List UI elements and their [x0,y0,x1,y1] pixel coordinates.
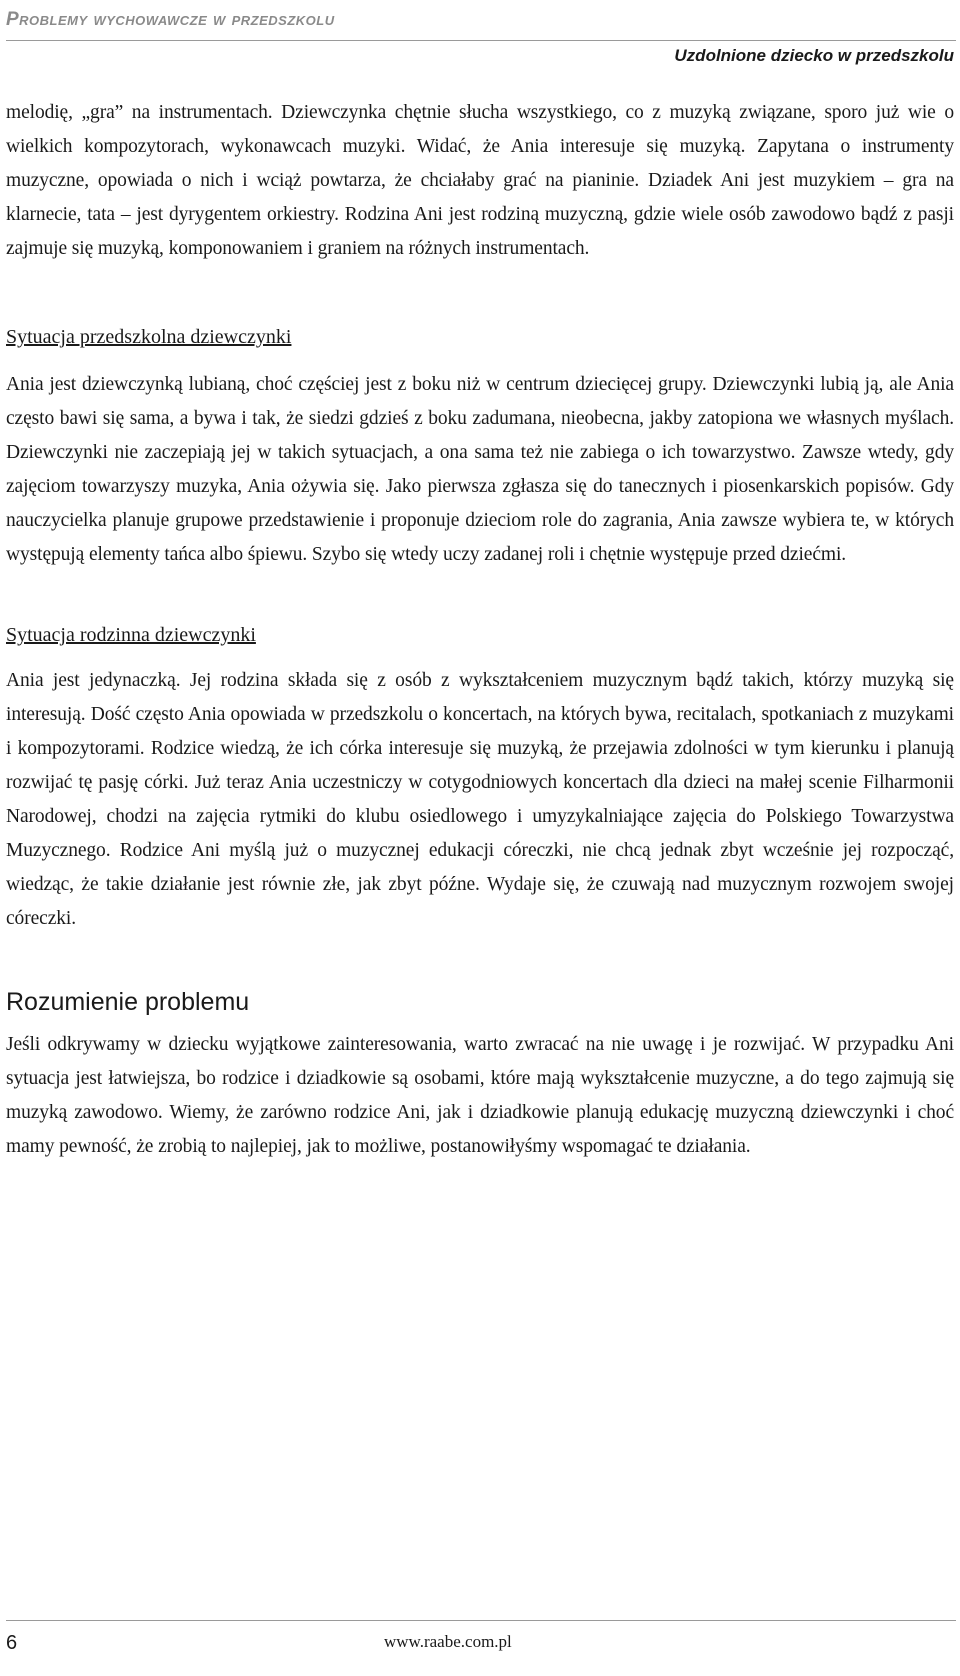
footer-url: www.raabe.com.pl [384,1632,512,1651]
section-heading-preschool: Sytuacja przedszkolna dziewczynki [6,326,292,348]
section-paragraph-family: Ania jest jedynaczką. Jej rodzina składa się z osób z wykształceniem muzycznym bądź takich, którzy muzyką się interesują. Dość często Ania opowiada w przedszkolu o koncertach, na których bywa, recitalach, spotkaniach z muzykami i kompozytorami. Rodzice wiedzą, że ich córka interesuje się muzyką, że przejawia zdolności w tym kierunku i planują rozwijać tę pasję córki. Już teraz Ania uczestniczy w cotygodniowych koncertach dla dzieci na małej scenie Filharmonii Narodowej, chodzi na zajęcia rytmiki do klubu osiedlowego i umyzykalniające zajęcia do Polskiego Towarzystwa Muzycznego. Rodzice Ani myślą już o muzycznej edukacji córeczki, nie chcą jednak zbyt wcześnie jej rozpocząć, wiedząc, że takie działanie jest równie złe, jak zbyt późne. Wydaje się, że czuwają nad muzycznym rozwojem swojej córeczki. [6,670,954,929]
header-divider [6,40,956,41]
section-paragraph-preschool: Ania jest dziewczynką lubianą, choć częściej jest z boku niż w centrum dziecięcej grupy. Dziewczynki lubią ją, ale Ania często bawi się sama, a bywa i tak, że siedzi gdzieś z boku zadumana, nieobecna, jakby zatopiona we własnych myślach. Dziewczynki nie zaczepiają jej w takich sytuacjach, a ona sama też nie zabiega o ich towarzystwo. Zawsze wtedy, gdy zajęciom towarzyszy muzyka, Ania ożywia się. Jako pierwsza zgłasza się do tanecznych i piosenkarskich popisów. Gdy nauczycielka planuje grupowe przedstawienie i proponuje dzieciom role do zagrania, Ania zawsze wybiera te, w których występują elementy tańca albo śpiewu. Szybo się wtedy uczy zadanej roli i chętnie występuje przed dziećmi. [6,374,954,565]
running-header-title: Problemy wychowawcze w przedszkolu [6,9,335,30]
page-body [6,96,954,1164]
section-heading-family: Sytuacja rodzinna dziewczynki [6,624,256,646]
page-number: 6 [6,1632,18,1654]
main-heading: Rozumienie problemu [6,988,250,1016]
footer-divider [6,1620,956,1621]
running-header-subtitle: Uzdolnione dziecko w przedszkolu [674,46,954,65]
main-paragraph: Jeśli odkrywamy w dziecku wyjątkowe zainteresowania, warto zwracać na nie uwagę i je rozwijać. W przypadku Ani sytuacja jest łatwiejsza, bo rodzice i dziadkowie są osobami, które mają wykształcenie muzyczne, a do tego zajmują się muzyką zawodowo. Wiemy, że zarówno rodzice Ani, jak i dziadkowie planują edukację muzyczną dziewczynki i choć mamy pewność, że zrobią to najlepiej, jak to możliwe, postanowiłyśmy wspomagać te działania. [6,1034,954,1157]
intro-paragraph: melodię, „gra” na instrumentach. Dziewczynka chętnie słucha wszystkiego, co z muzyką związane, sporo już wie o wielkich kompozytorach, wykonawcach muzyki. Widać, że Ania interesuje się muzyką. Zapytana o instrumenty muzyczne, opowiada o nich i wciąż powtarza, że chciałaby grać na pianinie. Dziadek Ani jest muzykiem – gra na klarnecie, tata – jest dyrygentem orkiestry. Rodzina Ani jest rodziną muzyczną, gdzie wiele osób zawodowo bądź z pasji zajmuje się muzyką, komponowaniem i graniem na różnych instrumentach. [6,102,954,259]
